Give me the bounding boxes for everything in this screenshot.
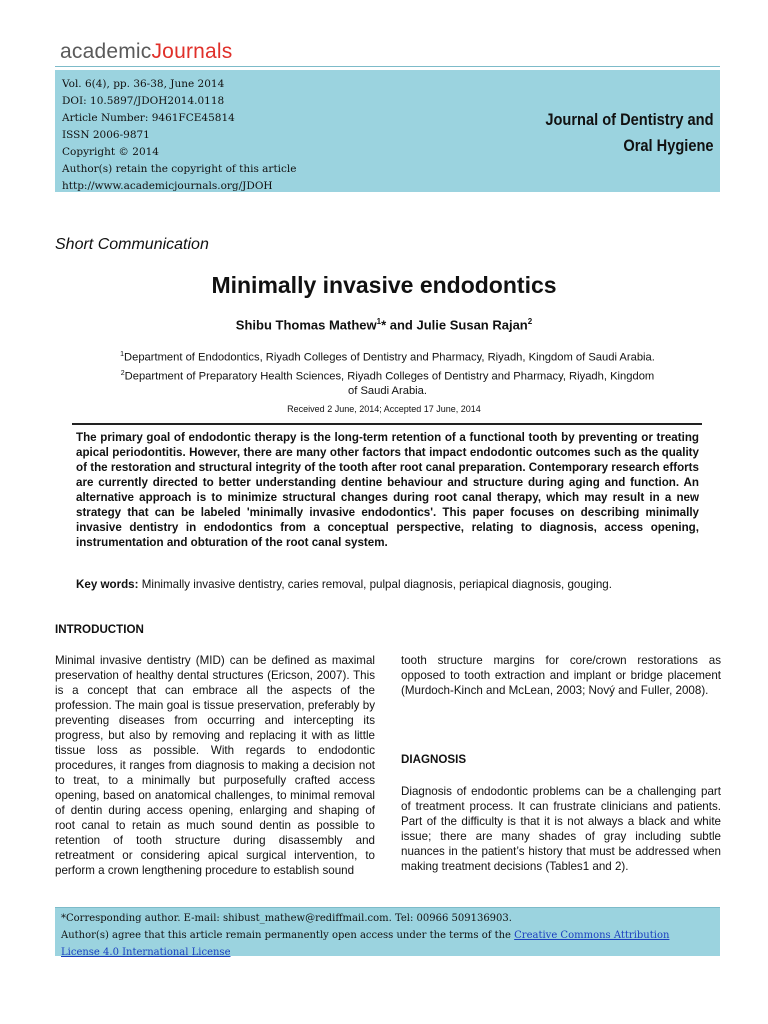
- keywords-label: Key words:: [76, 578, 139, 591]
- affiliation-2-text: Department of Preparatory Health Sciences, Riyadh Colleges of Dentistry and Pharmacy, Riyadh, Kingdom of Saudi Arabia.: [124, 370, 655, 398]
- corresponding-author-note: *Corresponding author. E-mail: shibust_mathew@rediffmail.com. Tel: 00966 509136903.: [61, 913, 512, 924]
- introduction-heading: INTRODUCTION: [55, 623, 144, 636]
- affiliation-1-number: 1: [120, 351, 125, 358]
- diagnosis-paragraph: Diagnosis of endodontic problems can be a challenging part of treatment process. It can frustrate clinicians and patients. Part of the difficulty is that it is not always a black and white issue; there are many shades of gray including subtle nuances in the patient’s history that must be addressed when making treatment decisions (Tables1 and 2).: [401, 785, 721, 873]
- abstract-divider: [72, 423, 702, 425]
- author-list: [0, 317, 768, 332]
- affiliation-2-number: 2: [120, 369, 125, 377]
- affiliations: [60, 347, 715, 399]
- journal-url[interactable]: http://www.academicjournals.org/JDOH: [62, 180, 273, 192]
- author-1-affiliation: 1: [376, 317, 382, 326]
- author-2-affiliation: 2: [527, 317, 533, 326]
- publisher-logo: [60, 40, 232, 64]
- footnote-box: [55, 908, 720, 956]
- license-line-1: [61, 927, 669, 944]
- author-joiner: and: [386, 317, 417, 333]
- rights-line: Author(s) retain the copyright of this article: [62, 163, 297, 175]
- introduction-paragraph: Minimal invasive dentistry (MID) can be defined as maximal preservation of healthy dental structures (Ericson, 2007). This is a concept that can embrace all the aspects of the profession. The main goal is tissue preservation, preferably by preventing diseases from occurring and intercepting its progress, but also by removing and replacing it with as little tissue loss as possible. With regards to endodontic procedures, it ranges from diagnosis to making a decision not to treat, to a minimally but purposefully crafted access opening, based on anatomical challenges, to minimal removal of dentin during access opening, enlarging and shaping of root canal to retain as much sound dentin as possible to retention of tooth structure during disassembly and retreatment or considering apical surgical intervention, to perform a crown lengthening procedure to establish sound: [55, 654, 375, 877]
- keywords: [76, 578, 716, 591]
- article-type: Short Communication: [55, 236, 209, 253]
- author-2: Julie Susan Rajan: [416, 317, 528, 333]
- keywords-text: Minimally invasive dentistry, caries removal, pulpal diagnosis, periapical diagnosis, gouging.: [138, 578, 612, 591]
- affiliation-1-text: Department of Endodontics, Riyadh Colleges of Dentistry and Pharmacy, Riyadh, Kingdom of Saudi Arabia.: [124, 351, 655, 364]
- license-prefix: Author(s) agree that this article remain permanently open access under the terms of the: [61, 930, 515, 941]
- journal-title: [546, 107, 714, 159]
- affiliation-2: [60, 366, 715, 400]
- introduction-paragraph-continued: tooth structure margins for core/crown restorations as opposed to tooth extraction and implant or bridge placement (Murdoch-Kinch and McLean, 2003; Nový and Fuller, 2008).: [401, 654, 721, 697]
- license-link-part2[interactable]: License 4.0 International License: [61, 947, 231, 958]
- received-dates: Received 2 June, 2014; Accepted 17 June, 2014: [287, 404, 481, 414]
- journal-info-box: [55, 70, 720, 192]
- article-number-line: Article Number: 9461FCE45814: [62, 112, 235, 124]
- volume-line: Vol. 6(4), pp. 36-38, June 2014: [62, 78, 225, 90]
- author-1: Shibu Thomas Mathew: [235, 317, 377, 333]
- article-metadata: [62, 76, 297, 195]
- logo-text-academic: academic: [60, 40, 152, 63]
- diagnosis-heading: DIAGNOSIS: [401, 753, 467, 766]
- license-line-2: [61, 944, 669, 961]
- abstract: The primary goal of endodontic therapy is the long-term retention of a functional tooth by preventing or treating apical periodontitis. However, there are many other factors that impact endodontic outcomes such as the quality of the restoration and structural integrity of the tooth after root canal preparation. Contemporary research efforts are currently directed to better understanding dentine behaviour and structure during aging and function. An alternative approach is to minimize structural changes during root canal therapy, which may result in a new strategy that can be labeled 'minimally invasive endodontics'. This paper focuses on describing minimally invasive dentistry in endodontics from a conceptual perspective, relating to diagnosis, access opening, instrumentation and obturation of the root canal system.: [76, 431, 699, 549]
- journal-title-line2: Oral Hygiene: [623, 136, 714, 155]
- footnote-text: [61, 910, 669, 961]
- issn-line: ISSN 2006-9871: [62, 129, 150, 141]
- corresponding-mark: *: [381, 317, 387, 333]
- journal-title-line1: Journal of Dentistry and: [545, 110, 714, 129]
- license-link-part1[interactable]: Creative Commons Attribution: [514, 930, 670, 941]
- article-title: Minimally invasive endodontics: [211, 272, 557, 298]
- doi-line: DOI: 10.5897/JDOH2014.0118: [62, 95, 225, 107]
- header-rule: [55, 66, 720, 67]
- copyright-line: Copyright © 2014: [62, 146, 159, 158]
- logo-text-journals: Journals: [151, 40, 233, 63]
- affiliation-1: [60, 347, 715, 366]
